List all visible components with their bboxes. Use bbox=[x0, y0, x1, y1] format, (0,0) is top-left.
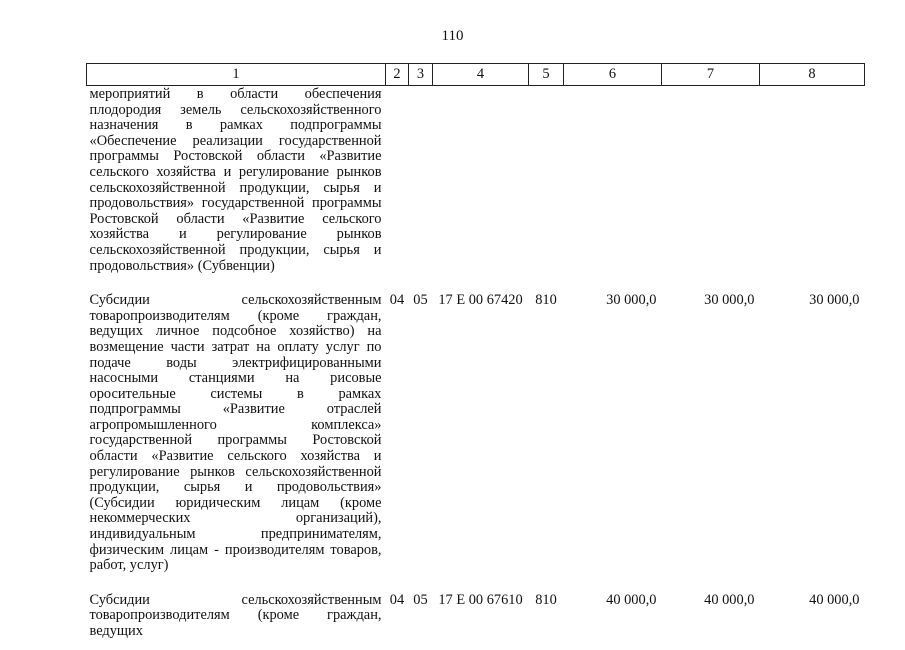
row-amount-col6: 40 000,0 bbox=[606, 591, 657, 608]
row-expense-type-code: 810 bbox=[535, 292, 557, 309]
row-amount-col7 bbox=[662, 86, 760, 285]
row-amount-col6: 30 000,0 bbox=[606, 292, 657, 309]
row-description: Субсидии сельскохозяйственным товаропроизводителям (кроме граждан, ведущих bbox=[89, 591, 382, 639]
row-target-article-code: 17 Е 00 67610 bbox=[438, 591, 523, 608]
table-row bbox=[87, 86, 865, 285]
row-amount-col7: 30 000,0 bbox=[704, 292, 755, 309]
column-header-4: 4 bbox=[433, 64, 529, 86]
row-section-code: 04 bbox=[389, 591, 405, 608]
header-row bbox=[87, 64, 865, 86]
row-amount-col7: 40 000,0 bbox=[704, 591, 755, 608]
row-subsection-code: 05 bbox=[413, 292, 428, 309]
column-header-8: 8 bbox=[760, 64, 865, 86]
row-description: Субсидии сельскохозяйственным товаропроизводителям (кроме граждан, ведущих личное подсобное хозяйство) на возмещение части затрат на оплату услуг по подаче воды электрифицированными насосными станциями на рисовые оросительные системы в рамках подпрограммы «Развитие отраслей агропромышленного комплекса» государственной программы Ростовской области «Развитие сельского хозяйства и регулирование рынков сельскохозяйственной продукции, сырья и продовольствия» (Субсидии юридическим лицам (кроме некоммерческих организаций), индивидуальным предпринимателям, физическим лицам - производителям товаров, работ, услуг) bbox=[89, 292, 382, 574]
row-amount-col8 bbox=[760, 86, 865, 285]
column-header-2: 2 bbox=[386, 64, 409, 86]
row-description: мероприятий в области обеспечения плодородия земель сельскохозяйственного назначения в рамках подпрограммы «Обеспечение реализации государственной программы Ростовской области «Развитие сельского хозяйства и регулирование рынков сельскохозяйственной продукции, сырья и продовольствия» государственной программы Ростовской области «Развитие сельского хозяйства и регулирование рынков сельскохозяйственной продукции, сырья и продовольствия» (Субвенции) bbox=[89, 86, 382, 274]
column-header-3: 3 bbox=[409, 64, 433, 86]
row-target-article-code bbox=[433, 86, 529, 285]
row-subsection-code bbox=[409, 86, 433, 285]
column-header-6: 6 bbox=[564, 64, 662, 86]
table-row bbox=[87, 284, 865, 584]
column-header-5: 5 bbox=[529, 64, 564, 86]
row-target-article-code: 17 Е 00 67420 bbox=[438, 292, 523, 309]
row-amount-col8: 40 000,0 bbox=[809, 591, 860, 608]
row-amount-col6 bbox=[564, 86, 662, 285]
row-section-code: 04 bbox=[389, 292, 405, 309]
column-header-7: 7 bbox=[662, 64, 760, 86]
budget-table bbox=[86, 63, 865, 650]
column-header-1: 1 bbox=[87, 64, 386, 86]
row-amount-col8: 30 000,0 bbox=[809, 292, 860, 309]
page-number: 110 bbox=[441, 28, 464, 44]
row-subsection-code: 05 bbox=[413, 591, 428, 608]
row-expense-type-code bbox=[529, 86, 564, 285]
row-section-code bbox=[386, 86, 409, 285]
row-expense-type-code: 810 bbox=[535, 591, 557, 608]
